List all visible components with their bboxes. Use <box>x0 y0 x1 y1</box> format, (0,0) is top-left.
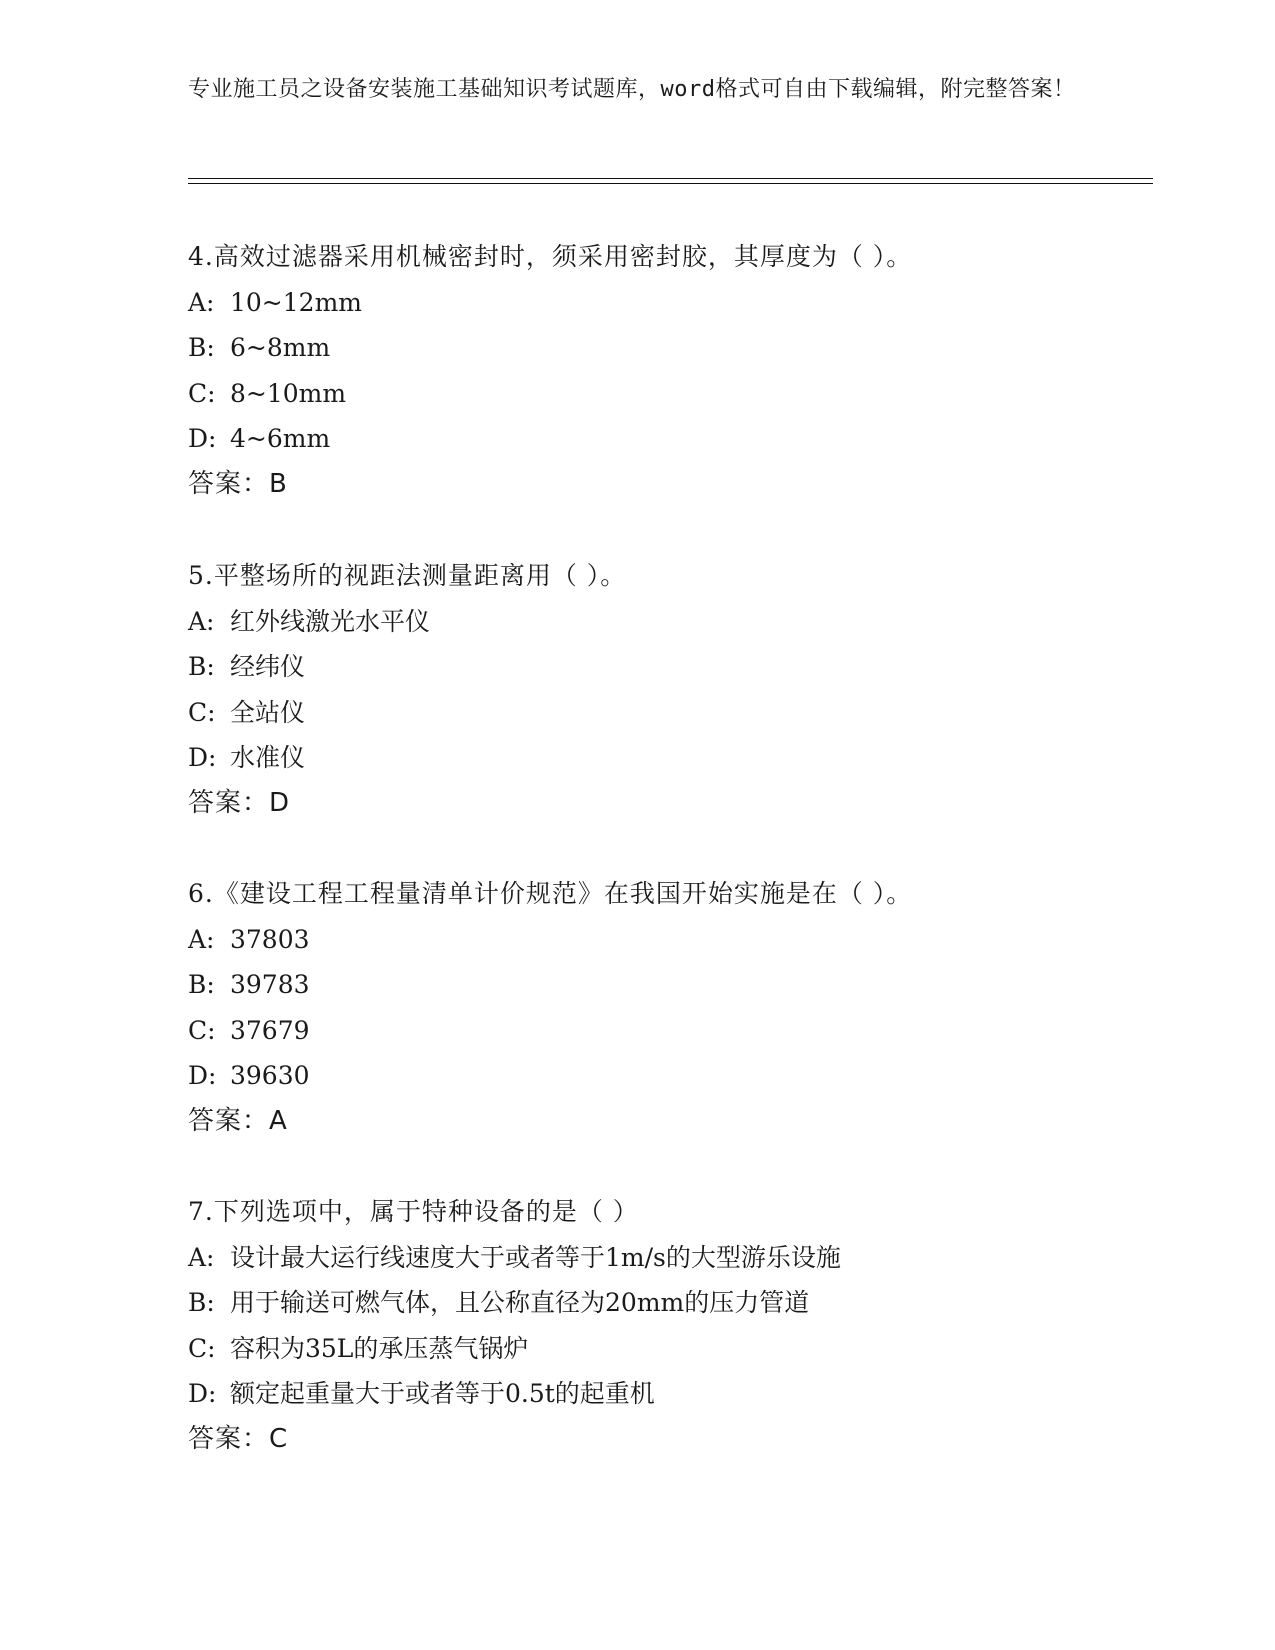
option-d <box>188 416 1148 462</box>
option-text: 红外线激光水平仪 <box>230 606 431 636</box>
option-text: 设计最大运行线速度大于或者等于1m/s的大型游乐设施 <box>230 1242 841 1272</box>
option-text: 4~6mm <box>230 424 331 453</box>
answer-line: 答案：B <box>188 468 288 499</box>
question-stem: 4.高效过滤器采用机械密封时，须采用密封胶，其厚度为（ ）。 <box>188 242 913 271</box>
question-block <box>188 553 1148 826</box>
option-text: 37679 <box>230 1015 310 1045</box>
option-key: D: <box>188 1061 217 1090</box>
option-key: B: <box>188 333 215 362</box>
question-stem: 5.平整场所的视距法测量距离用（ ）。 <box>188 561 627 590</box>
question-block <box>188 234 1148 507</box>
option-d <box>188 1371 1148 1417</box>
question-block <box>188 871 1148 1144</box>
option-key: D: <box>188 424 217 453</box>
option-text: 6~8mm <box>230 333 331 362</box>
header-divider-top <box>188 178 1153 179</box>
option-a <box>188 1235 1148 1281</box>
option-key: A: <box>188 287 215 317</box>
option-key: A: <box>188 924 215 954</box>
option-key: B: <box>188 970 215 999</box>
option-b <box>188 644 1148 690</box>
option-text: 全站仪 <box>230 697 306 727</box>
option-b <box>188 1280 1148 1326</box>
option-key: C: <box>188 1015 216 1045</box>
option-key: C: <box>188 697 216 727</box>
option-key: C: <box>188 1333 216 1363</box>
option-text: 39783 <box>230 970 310 999</box>
question-stem: 6.《建设工程工程量清单计价规范》在我国开始实施是在（ ）。 <box>188 879 913 908</box>
option-d <box>188 1053 1148 1099</box>
question-block <box>188 1189 1148 1462</box>
option-d <box>188 735 1148 781</box>
option-text: 用于输送可燃气体，且公称直径为20mm的压力管道 <box>230 1288 810 1317</box>
option-text: 10~12mm <box>230 287 362 317</box>
answer-line: 答案：C <box>188 1423 289 1454</box>
option-a <box>188 917 1148 963</box>
document-header: 专业施工员之设备安装施工基础知识考试题库，word格式可自由下载编辑，附完整答案！ <box>188 77 1076 102</box>
option-key: D: <box>188 743 217 772</box>
option-a <box>188 280 1148 326</box>
option-text: 39630 <box>230 1061 310 1090</box>
option-key: A: <box>188 606 215 636</box>
option-text: 容积为35L的承压蒸气锅炉 <box>230 1333 529 1363</box>
header-divider-bottom <box>188 183 1153 184</box>
option-key: D: <box>188 1379 217 1408</box>
answer-line: 答案：D <box>188 787 291 818</box>
option-text: 8~10mm <box>230 378 347 408</box>
option-c <box>188 1008 1148 1054</box>
option-c <box>188 690 1148 736</box>
option-c <box>188 1326 1148 1372</box>
option-text: 37803 <box>230 924 310 954</box>
option-a <box>188 599 1148 645</box>
option-key: B: <box>188 652 215 681</box>
option-key: B: <box>188 1288 215 1317</box>
option-key: A: <box>188 1242 215 1272</box>
option-c <box>188 371 1148 417</box>
option-text: 水准仪 <box>230 743 306 772</box>
question-stem: 7.下列选项中，属于特种设备的是（ ） <box>188 1197 639 1226</box>
option-text: 额定起重量大于或者等于0.5t的起重机 <box>230 1379 655 1408</box>
option-b <box>188 325 1148 371</box>
option-b <box>188 962 1148 1008</box>
answer-line: 答案：A <box>188 1105 288 1136</box>
option-text: 经纬仪 <box>230 652 306 681</box>
option-key: C: <box>188 378 216 408</box>
